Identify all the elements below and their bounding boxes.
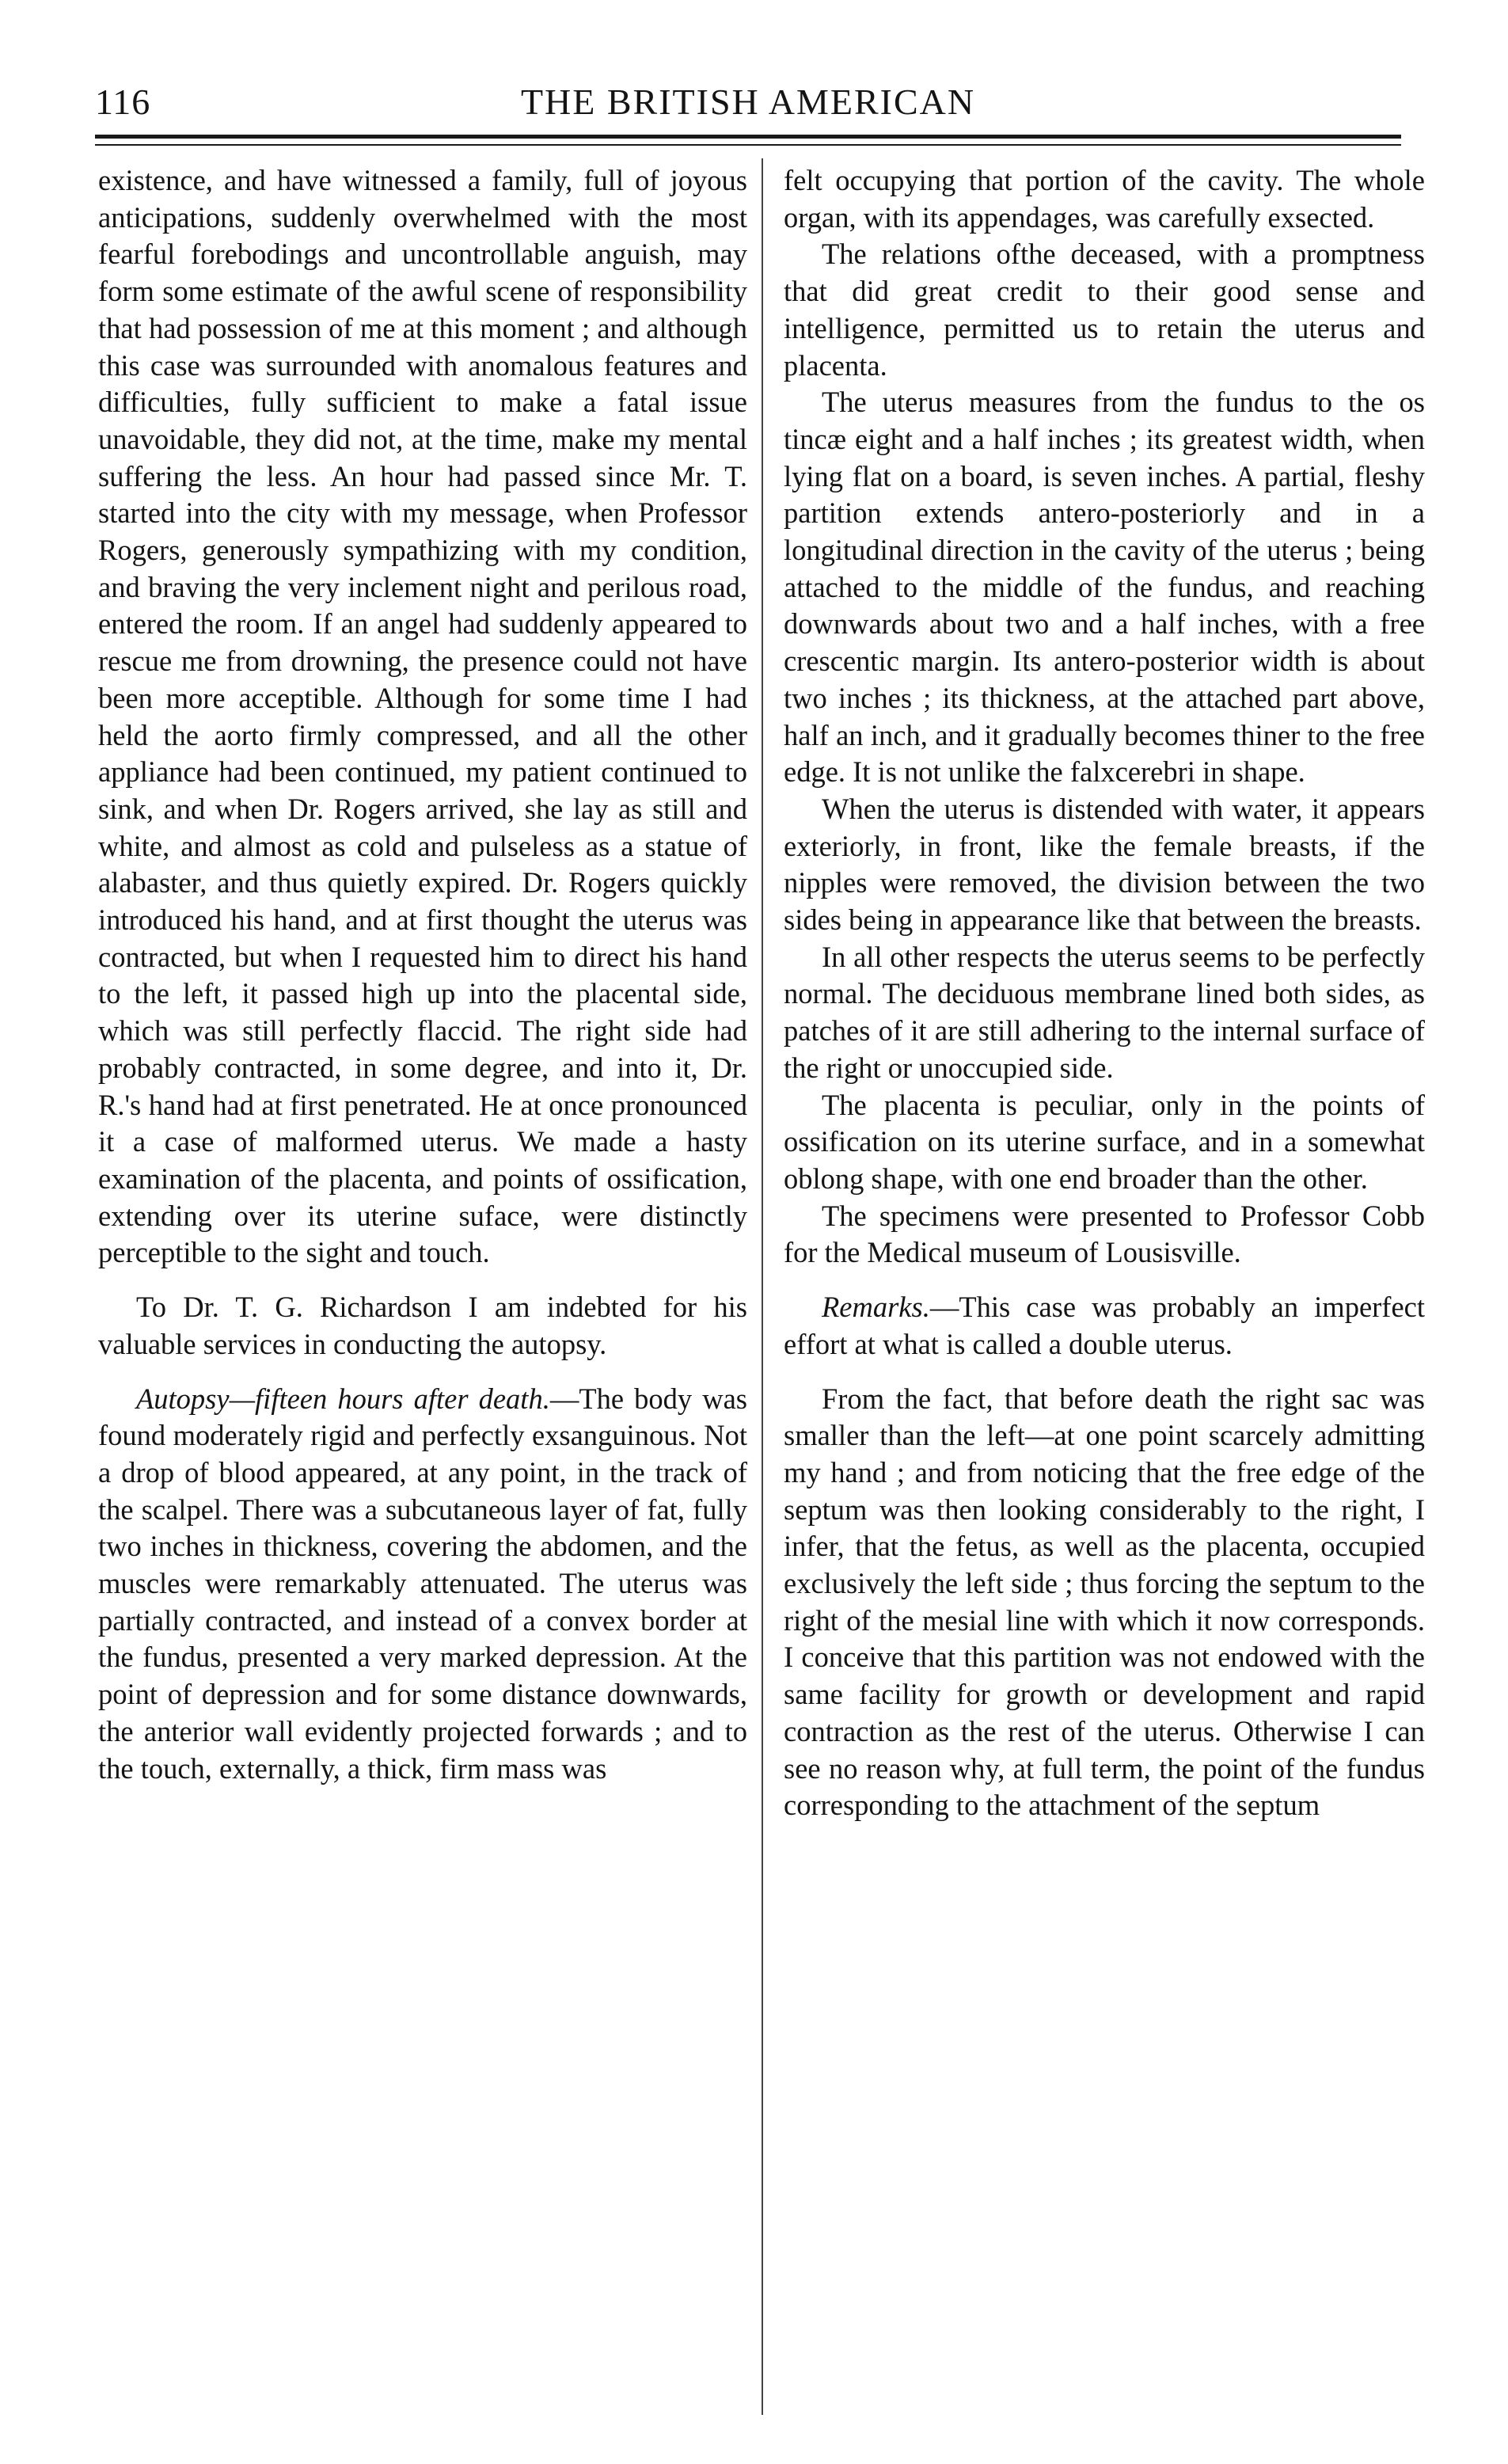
remarks-body: —This case was probably an imperfect effort at what is called a double uterus. (784, 1291, 1425, 1360)
autopsy-body: —The body was found moderately rigid and perfectly exsanguinous. Not a drop of blood appeared, at any point, in the track of the scalpel. There was a subcutaneous layer of fat, fully two inches in thickness, covering the abdomen, and the muscles were remarkably attenuated. The uterus was partially contracted, and instead of a convex border at the fundus, presented a very marked depression. At the point of depression and for some distance downwards, the anterior wall evidently projected forwards ; and to the touch, externally, a thick, firm mass was (98, 1382, 748, 1785)
paragraph-right-4: In all other respects the uterus seems to be perfectly normal. The deciduous membrane lined both sides, as patches of it are still adhering to the internal surface of the right or unoccupied side. (784, 940, 1425, 1084)
paragraph-right-1: The relations ofthe deceased, with a promptness that did great credit to their good sense and intelligence, permitted us to retain the uterus and placenta. (784, 238, 1425, 382)
page-number: 116 (95, 82, 151, 122)
column-divider (762, 158, 763, 2415)
paragraph-remarks (784, 1289, 1425, 1363)
paragraph-autopsy (98, 1381, 747, 1788)
paragraph-continuation: existence, and have witnessed a family, full of joyous anticipations, suddenly overwhelmed with the most fearful forebodings and uncontrollable anguish, may form some estimate of the awful scene of responsibility that had possession of me at this moment ; and although this case was surrounded with anomalous features and difficulties, fully sufficient to make a fatal issue unavoidable, they did not, at the time, make my mental suffering the less. An hour had passed since Mr. T. started into the city with my message, when Professor Rogers, generously sympathizing with my condition, and braving the very inclement night and perilous road, entered the room. If an angel had suddenly appeared to rescue me from drowning, the presence could not have been more acceptible. Although for some time I had held the aorto firmly compressed, and all the other appliance had been continued, my patient continued to sink, and when Dr. Rogers arrived, she lay as still and white, and almost as cold and pulseless as a statue of alabaster, and thus quietly expired. Dr. Rogers quickly introduced his hand, and at first thought the uterus was contracted, but when I requested him to direct his hand to the left, it passed high up into the placental side, which was still perfectly flaccid. The right side had probably contracted, in some degree, and into it, Dr. R.'s hand had at first penetrated. He at once pronounced it a case of malformed uterus. We made a hasty examination of the placenta, and points of ossification, extending over its uterine suface, were distinctly perceptible to the sight and touch. (98, 164, 747, 1269)
remarks-heading: Remarks. (822, 1291, 930, 1324)
page-header (95, 76, 1401, 128)
paragraph-right-2: The uterus measures from the fundus to the os tincæ eight and a half inches ; its greatest width, when lying flat on a board, is seven inches. A partial, fleshy partition extends antero-posteriorly and in a longitudinal direction in the cavity of the uterus ; being attached to the middle of the fundus, and reaching downwards about two and a half inches, with a free crescentic margin. Its antero-posterior width is about two inches ; its thickness, at the attached part above, half an inch, and it gradually becomes thiner to the free edge. It is not unlike the falxcerebri in shape. (784, 386, 1425, 789)
header-rule-thin (95, 144, 1401, 146)
paragraph-right-5: The placenta is peculiar, only in the points of ossification on its uterine surface, and in a somewhat oblong shape, with one end broader than the other. (784, 1088, 1425, 1195)
left-column (98, 162, 747, 1787)
header-rule-thick (95, 135, 1401, 139)
autopsy-heading: Autopsy—fifteen hours after death. (136, 1382, 550, 1415)
paragraph-right-3: When the uterus is distended with water, it appears exteriorly, in front, like the female breasts, if the nipples were removed, the division between the two sides being in appearance like that between the breasts. (784, 792, 1425, 937)
paragraph-right-6: The specimens were presented to Professor Cobb for the Medical museum of Lousisville. (784, 1199, 1425, 1269)
running-title: THE BRITISH AMERICAN (520, 82, 976, 122)
paragraph-acknowledgement: To Dr. T. G. Richardson I am indebted for his valuable services in conducting the autopsy. (98, 1291, 747, 1360)
paragraph-right-0: felt occupying that portion of the cavity. The whole organ, with its appendages, was carefully exsected. (784, 164, 1425, 234)
paragraph-final: From the fact, that before death the right sac was smaller than the left—at one point scarcely admitting my hand ; and from noticing that the free edge of the septum was then looking considerably to the right, I infer, that the fetus, as well as the placenta, occupied exclusively the left side ; thus forcing the septum to the right of the mesial line with which it now corresponds. I conceive that this partition was not endowed with the same facility for growth or development and rapid contraction as the rest of the uterus. Otherwise I can see no reason why, at full term, the point of the fundus corresponding to the attachment of the septum (784, 1382, 1425, 1822)
right-column (784, 162, 1425, 1824)
